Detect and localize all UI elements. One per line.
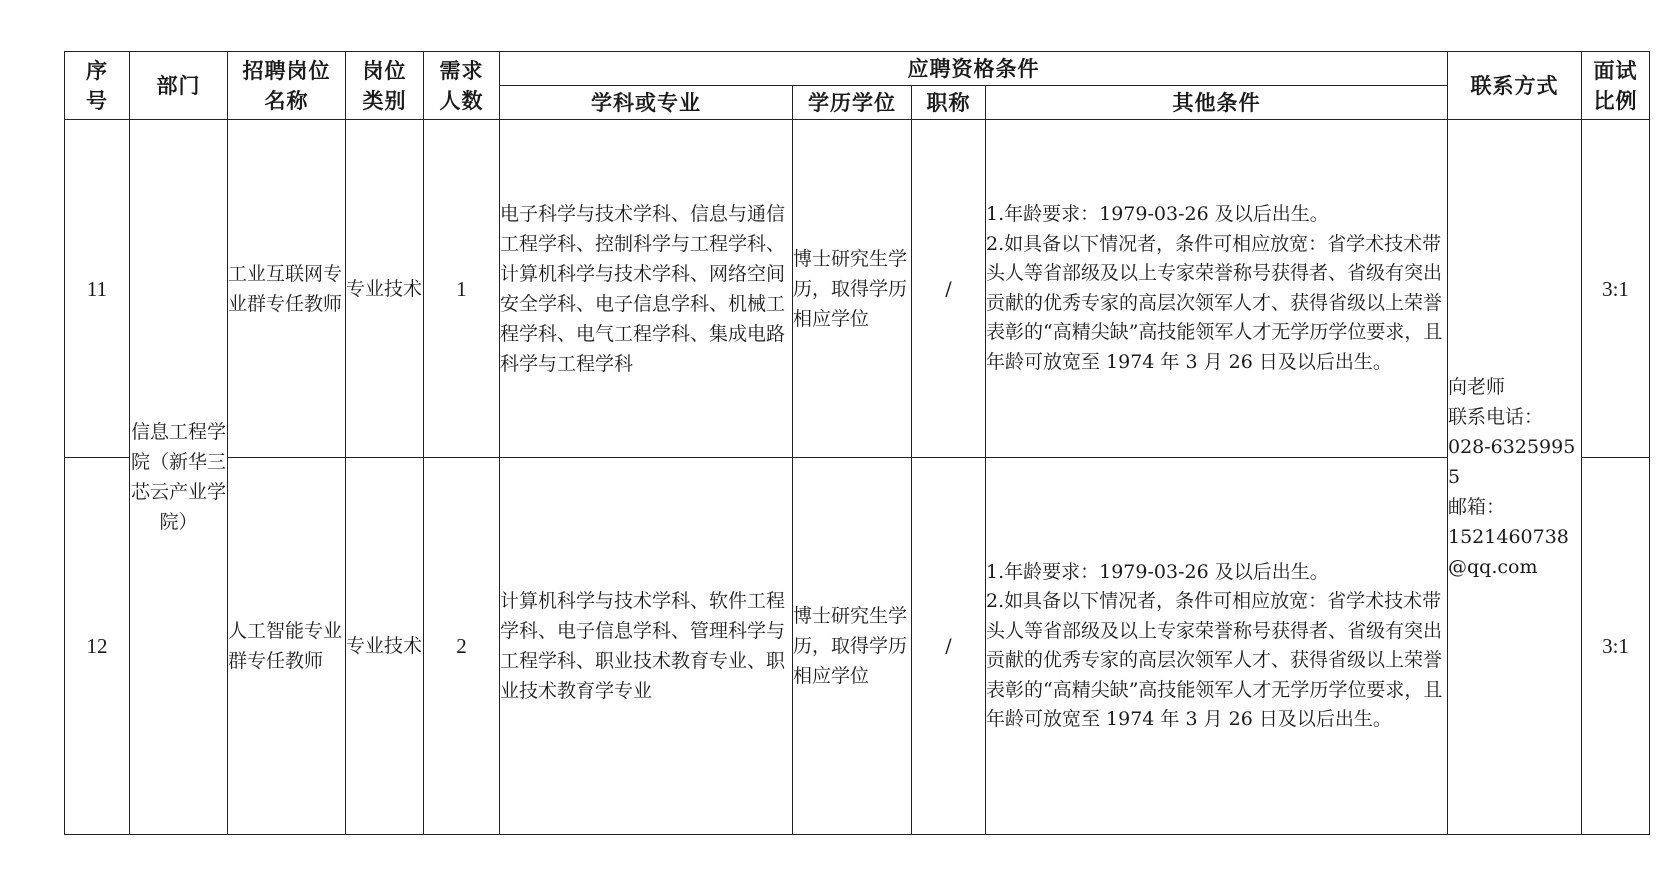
post-type-cell: 专业技术 bbox=[346, 458, 424, 835]
header-other: 其他条件 bbox=[986, 86, 1448, 120]
header-major: 学科或专业 bbox=[500, 86, 793, 120]
header-seq: 序 号 bbox=[65, 52, 130, 120]
post-type-cell: 专业技术 bbox=[346, 120, 424, 458]
title-cell: / bbox=[912, 458, 986, 835]
row-seq: 11 bbox=[65, 120, 130, 458]
header-post-type: 岗位 类别 bbox=[346, 52, 424, 120]
post-name-cell: 工业互联网专业群专任教师 bbox=[228, 120, 346, 458]
other-conditions-cell bbox=[986, 120, 1448, 458]
header-row-1 bbox=[65, 52, 1650, 86]
title-cell: / bbox=[912, 120, 986, 458]
department-cell: 信息工程学院（新华三芯云产业学院） bbox=[130, 120, 228, 835]
ratio-cell: 3:1 bbox=[1582, 120, 1650, 458]
header-department: 部门 bbox=[130, 52, 228, 120]
contact-email: 1521460738@qq.com bbox=[1448, 526, 1569, 578]
header-post-name: 招聘岗位 名称 bbox=[228, 52, 346, 120]
count-cell: 2 bbox=[424, 458, 500, 835]
header-degree: 学历学位 bbox=[793, 86, 912, 120]
contact-name: 向老师 bbox=[1448, 376, 1506, 398]
row-seq: 12 bbox=[65, 458, 130, 835]
major-cell: 电子科学与技术学科、信息与通信工程学科、控制科学与工程学科、计算机科学与技术学科、网络空间安全学科、电子信息学科、机械工程学科、电气工程学科、集成电路科学与工程学科 bbox=[500, 120, 793, 458]
other-condition-relax: 2.如具备以下情况者，条件可相应放宽：省学术技术带头人等省部级及以上专家荣誉称号获得者、省级有突出贡献的优秀专家的高层次领军人才、获得省级以上荣誉表彰的“高精尖缺”高技能领军人才无学历学位要求，且年龄可放宽至 1974 年 3 月 26 日及以后出生。 bbox=[986, 232, 1443, 373]
recruitment-table bbox=[64, 51, 1650, 835]
header-qualification: 应聘资格条件 bbox=[500, 52, 1448, 86]
degree-cell: 博士研究生学历，取得学历相应学位 bbox=[793, 120, 912, 458]
header-count: 需求 人数 bbox=[424, 52, 500, 120]
contact-phone-label: 联系电话： bbox=[1448, 406, 1544, 428]
major-cell: 计算机科学与技术学科、软件工程学科、电子信息学科、管理科学与工程学科、职业技术教育专业、职业技术教育学专业 bbox=[500, 458, 793, 835]
other-condition-age: 1.年龄要求：1979-03-26 及以后出生。 bbox=[986, 203, 1329, 225]
contact-cell bbox=[1448, 120, 1582, 835]
contact-phone: 028-63259955 bbox=[1448, 436, 1576, 488]
post-name-cell: 人工智能专业群专任教师 bbox=[228, 458, 346, 835]
header-ratio: 面试 比例 bbox=[1582, 52, 1650, 120]
header-contact: 联系方式 bbox=[1448, 52, 1582, 120]
other-conditions-cell bbox=[986, 458, 1448, 835]
degree-cell: 博士研究生学历，取得学历相应学位 bbox=[793, 458, 912, 835]
table-row bbox=[65, 458, 1650, 835]
table-row bbox=[65, 120, 1650, 458]
count-cell: 1 bbox=[424, 120, 500, 458]
other-condition-relax: 2.如具备以下情况者，条件可相应放宽：省学术技术带头人等省部级及以上专家荣誉称号获得者、省级有突出贡献的优秀专家的高层次领军人才、获得省级以上荣誉表彰的“高精尖缺”高技能领军人才无学历学位要求，且年龄可放宽至 1974 年 3 月 26 日及以后出生。 bbox=[986, 590, 1443, 730]
header-title: 职称 bbox=[912, 86, 986, 120]
ratio-cell: 3:1 bbox=[1582, 458, 1650, 835]
contact-email-label: 邮箱： bbox=[1448, 496, 1506, 518]
other-condition-age: 1.年龄要求：1979-03-26 及以后出生。 bbox=[986, 560, 1329, 583]
